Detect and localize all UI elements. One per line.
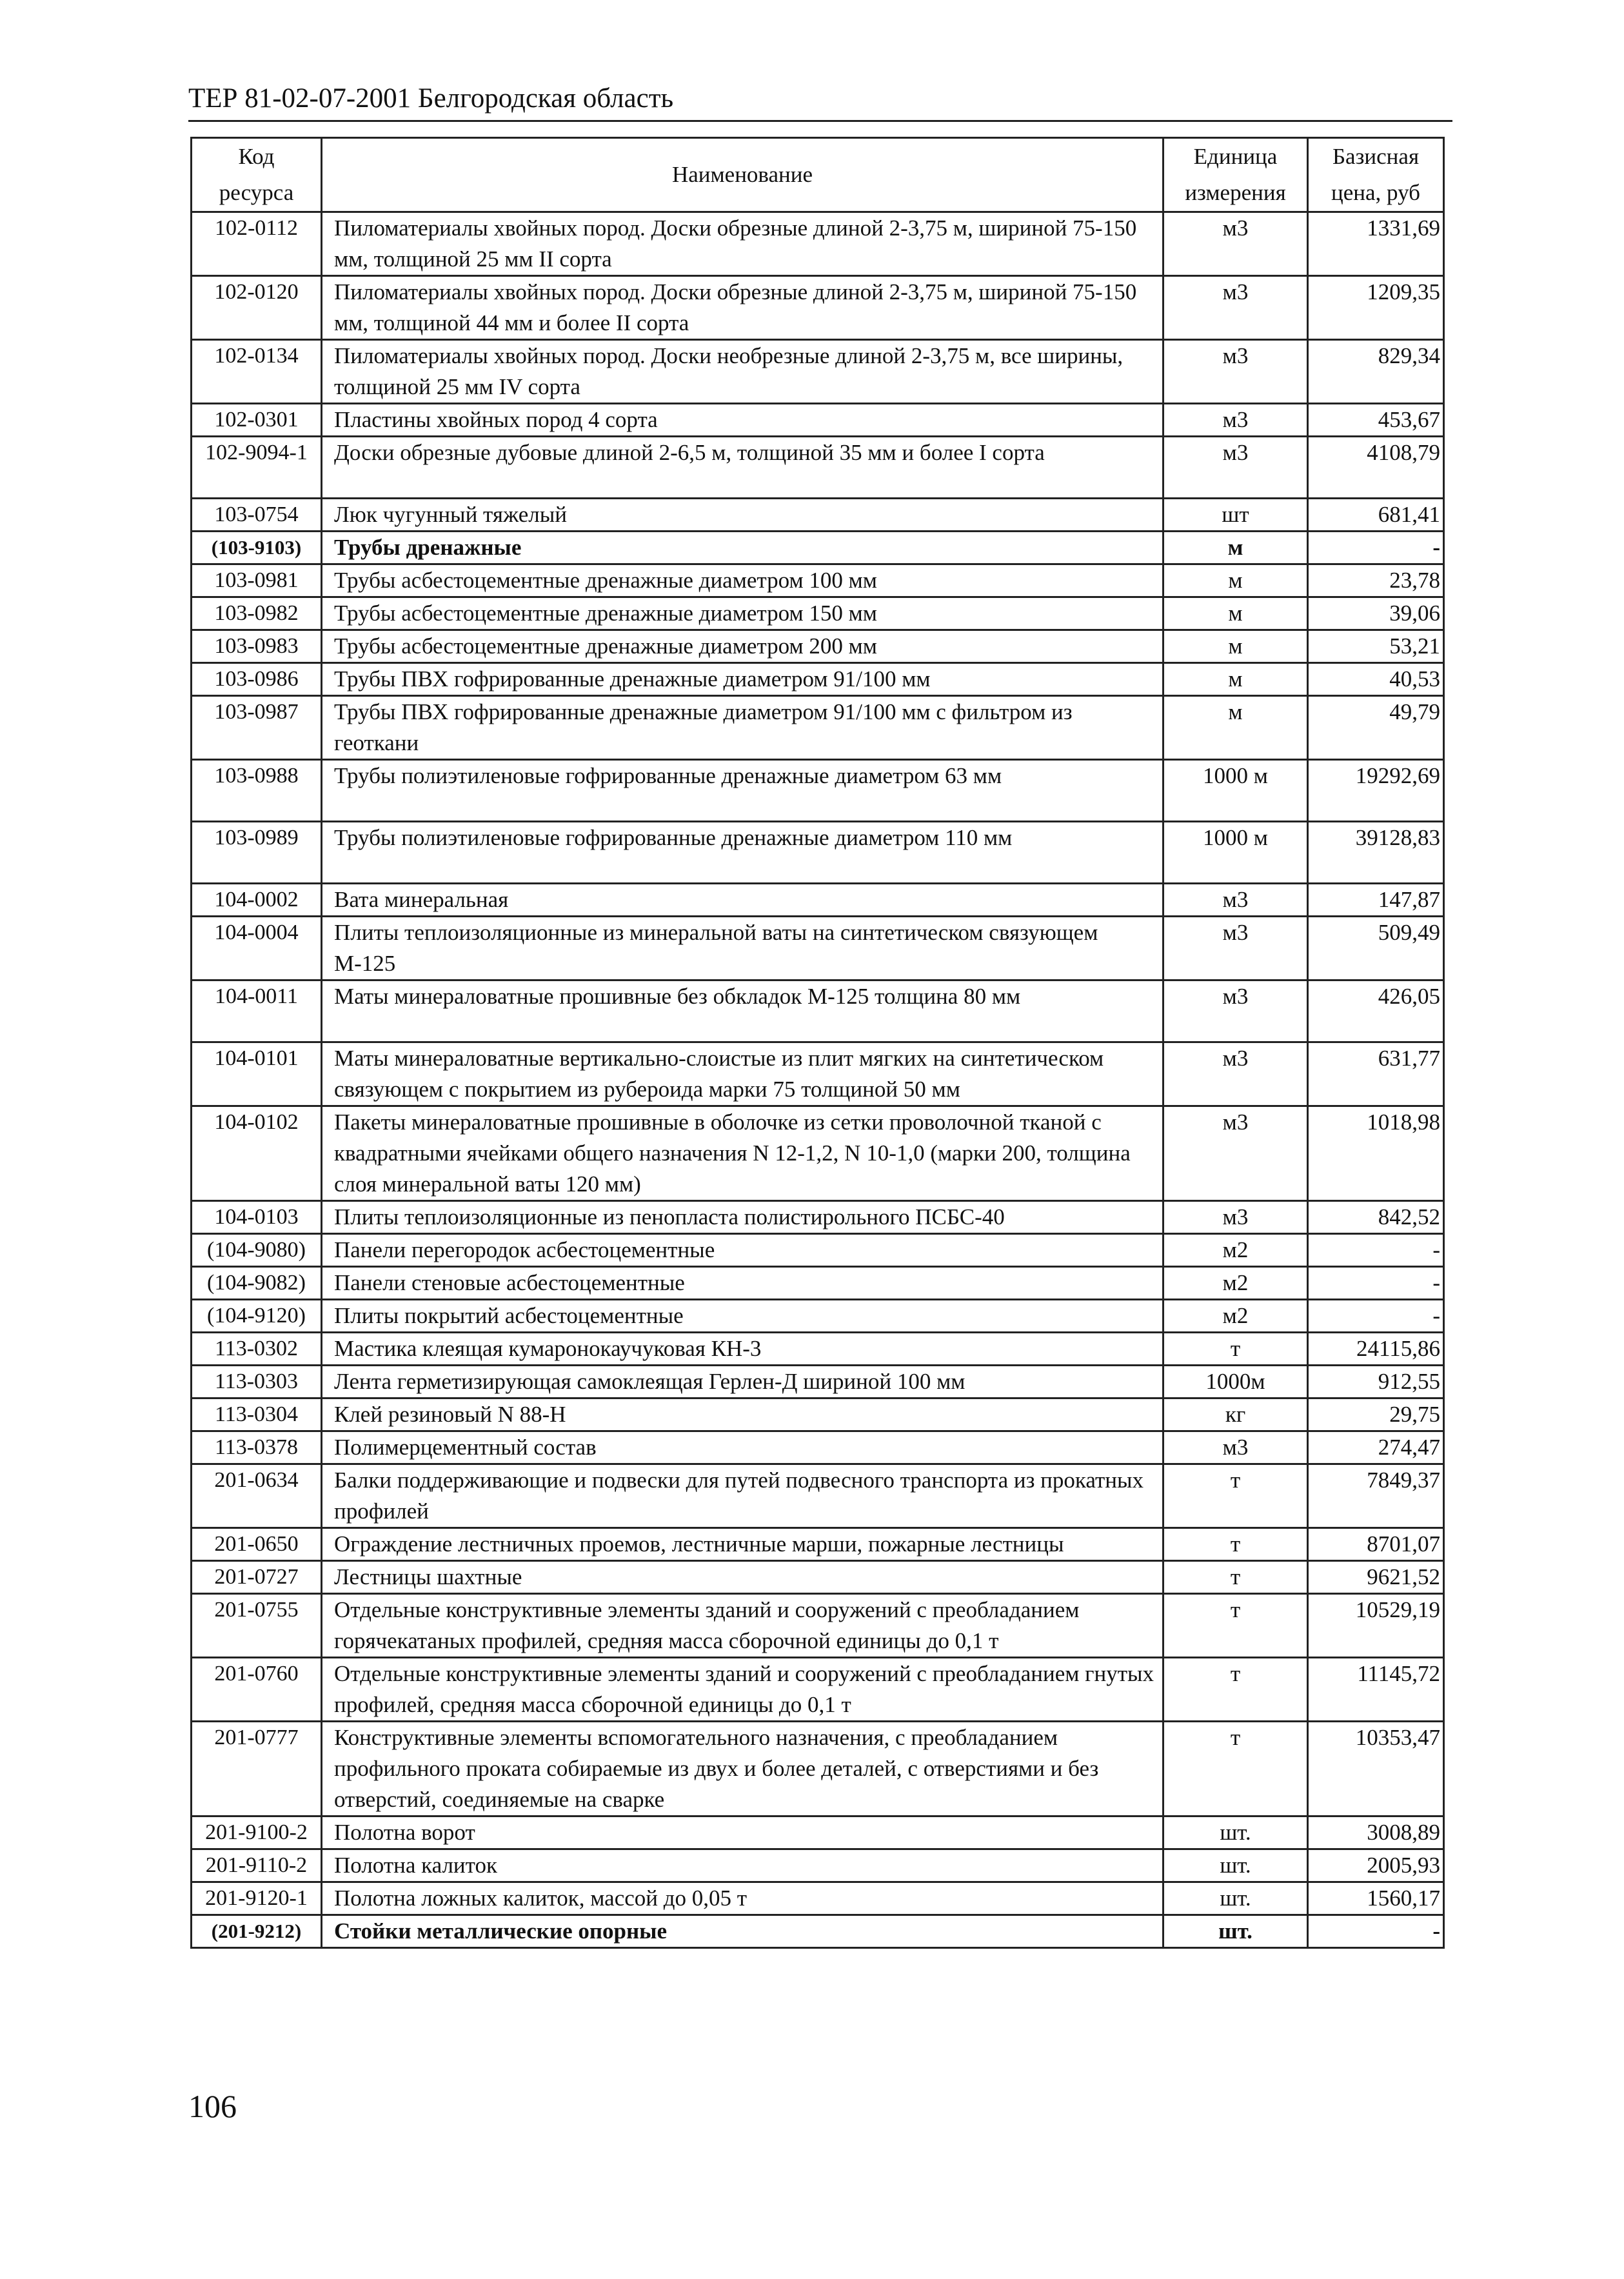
page-header	[188, 83, 1452, 121]
table-row	[192, 276, 1444, 340]
resource-name-cell: Плиты теплоизоляционные из минеральной ваты на синтетическом связующем М-125	[322, 917, 1164, 980]
price-cell: 24115,86	[1308, 1333, 1444, 1366]
resource-name-cell: Ограждение лестничных проемов, лестничные марши, пожарные лестницы	[322, 1528, 1164, 1561]
document-title: ТЕР 81-02-07-2001 Белгородская область	[188, 83, 674, 114]
table-row	[192, 1561, 1444, 1594]
resource-price-table	[190, 137, 1445, 1949]
price-cell: 39128,83	[1308, 822, 1444, 884]
resource-name-cell: Панели перегородок асбестоцементные	[322, 1234, 1164, 1267]
table-row	[192, 696, 1444, 760]
table-row	[192, 212, 1444, 276]
resource-code-cell: 103-0989	[192, 822, 322, 884]
unit-cell: м3	[1164, 404, 1308, 437]
resource-code-cell: 201-0755	[192, 1594, 322, 1658]
unit-cell: м3	[1164, 884, 1308, 917]
price-cell: 631,77	[1308, 1042, 1444, 1106]
resource-name-cell: Доски обрезные дубовые длиной 2-6,5 м, толщиной 35 мм и более I сорта	[322, 437, 1164, 499]
unit-cell: кг	[1164, 1398, 1308, 1431]
unit-cell: м	[1164, 663, 1308, 696]
unit-cell: м3	[1164, 1201, 1308, 1234]
price-cell: 1209,35	[1308, 276, 1444, 340]
price-cell: 7849,37	[1308, 1464, 1444, 1528]
table-row	[192, 1042, 1444, 1106]
price-cell: 29,75	[1308, 1398, 1444, 1431]
unit-cell: т	[1164, 1528, 1308, 1561]
resource-name-cell: Клей резиновый N 88-Н	[322, 1398, 1164, 1431]
col-header-code-line2: ресурса	[219, 180, 294, 205]
price-cell: 509,49	[1308, 917, 1444, 980]
unit-cell: м	[1164, 630, 1308, 663]
resource-name-cell: Трубы ПВХ гофрированные дренажные диаметром 91/100 мм с фильтром из геоткани	[322, 696, 1164, 760]
unit-cell: шт.	[1164, 1915, 1308, 1948]
price-cell: 1560,17	[1308, 1882, 1444, 1915]
col-header-code-line1: Код	[238, 144, 275, 169]
resource-name-cell: Лента герметизирующая самоклеящая Герлен-Д шириной 100 мм	[322, 1366, 1164, 1398]
resource-name-cell: Лестницы шахтные	[322, 1561, 1164, 1594]
resource-code-cell: 103-0981	[192, 564, 322, 597]
resource-name-cell: Полотна калиток	[322, 1849, 1164, 1882]
resource-name-cell: Трубы асбестоцементные дренажные диаметром 100 мм	[322, 564, 1164, 597]
resource-name-cell: Пакеты минераловатные прошивные в оболочке из сетки проволочной тканой с квадратными ячейками общего назначения N 12-1,2, N 10-1,0 (марки 200, толщина слоя минеральной ваты 120 мм)	[322, 1106, 1164, 1201]
resource-name-cell: Трубы полиэтиленовые гофрированные дренажные диаметром 63 мм	[322, 760, 1164, 822]
table-row	[192, 499, 1444, 532]
table-row	[192, 1464, 1444, 1528]
resource-code-cell: 103-0986	[192, 663, 322, 696]
resource-code-cell: 104-0102	[192, 1106, 322, 1201]
resource-code-cell: 103-0982	[192, 597, 322, 630]
unit-cell: м3	[1164, 276, 1308, 340]
price-cell: 2005,93	[1308, 1849, 1444, 1882]
table-row	[192, 1528, 1444, 1561]
unit-cell: м2	[1164, 1234, 1308, 1267]
resource-code-cell: 201-0760	[192, 1658, 322, 1722]
resource-name-cell: Пиломатериалы хвойных пород. Доски обрезные длиной 2-3,75 м, шириной 75-150 мм, толщиной 25 мм II сорта	[322, 212, 1164, 276]
table-row	[192, 1201, 1444, 1234]
unit-cell: м3	[1164, 437, 1308, 499]
resource-name-cell: Балки поддерживающие и подвески для путей подвесного транспорта из прокатных профилей	[322, 1464, 1164, 1528]
resource-code-cell: 104-0002	[192, 884, 322, 917]
price-cell: -	[1308, 1915, 1444, 1948]
resource-code-cell: 113-0304	[192, 1398, 322, 1431]
price-cell: 9621,52	[1308, 1561, 1444, 1594]
resource-name-cell: Трубы дренажные	[322, 532, 1164, 564]
table-row	[192, 1658, 1444, 1722]
price-cell: -	[1308, 1300, 1444, 1333]
price-cell: 912,55	[1308, 1366, 1444, 1398]
price-cell: 274,47	[1308, 1431, 1444, 1464]
table-row	[192, 1431, 1444, 1464]
col-header-price	[1308, 138, 1444, 212]
table-row	[192, 1816, 1444, 1849]
unit-cell: т	[1164, 1464, 1308, 1528]
resource-code-cell: 102-0134	[192, 340, 322, 404]
resource-name-cell: Отдельные конструктивные элементы зданий и сооружений с преобладанием горячекатаных профилей, средняя масса сборочной единицы до 0,1 т	[322, 1594, 1164, 1658]
resource-code-cell: (103-9103)	[192, 532, 322, 564]
unit-cell: т	[1164, 1658, 1308, 1722]
resource-name-cell: Трубы полиэтиленовые гофрированные дренажные диаметром 110 мм	[322, 822, 1164, 884]
resource-code-cell: 102-0112	[192, 212, 322, 276]
table-row	[192, 564, 1444, 597]
unit-cell: м3	[1164, 1431, 1308, 1464]
price-cell: 426,05	[1308, 980, 1444, 1042]
price-cell: 1018,98	[1308, 1106, 1444, 1201]
table-row	[192, 532, 1444, 564]
table-row	[192, 663, 1444, 696]
table-row	[192, 1882, 1444, 1915]
unit-cell: т	[1164, 1333, 1308, 1366]
resource-name-cell: Полотна ложных калиток, массой до 0,05 т	[322, 1882, 1164, 1915]
table-row	[192, 404, 1444, 437]
col-header-price-line1: Базисная	[1332, 144, 1420, 169]
price-cell: 53,21	[1308, 630, 1444, 663]
unit-cell: м3	[1164, 212, 1308, 276]
resource-code-cell: (104-9120)	[192, 1300, 322, 1333]
table-row	[192, 822, 1444, 884]
price-cell: -	[1308, 1234, 1444, 1267]
resource-code-cell: 103-0987	[192, 696, 322, 760]
price-cell: 10353,47	[1308, 1722, 1444, 1816]
resource-code-cell: 201-0634	[192, 1464, 322, 1528]
resource-name-cell: Вата минеральная	[322, 884, 1164, 917]
price-cell: 3008,89	[1308, 1816, 1444, 1849]
price-cell: 40,53	[1308, 663, 1444, 696]
resource-code-cell: 201-0727	[192, 1561, 322, 1594]
unit-cell: м3	[1164, 980, 1308, 1042]
resource-name-cell: Панели стеновые асбестоцементные	[322, 1267, 1164, 1300]
resource-name-cell: Стойки металлические опорные	[322, 1915, 1164, 1948]
table-row	[192, 630, 1444, 663]
price-cell: 10529,19	[1308, 1594, 1444, 1658]
price-cell: 49,79	[1308, 696, 1444, 760]
resource-code-cell: 201-0777	[192, 1722, 322, 1816]
resource-code-cell: 201-9100-2	[192, 1816, 322, 1849]
unit-cell: 1000 м	[1164, 760, 1308, 822]
table-row	[192, 884, 1444, 917]
table-header-row	[192, 138, 1444, 212]
resource-name-cell: Полотна ворот	[322, 1816, 1164, 1849]
resource-code-cell: (201-9212)	[192, 1915, 322, 1948]
col-header-price-line2: цена, руб	[1331, 180, 1420, 205]
unit-cell: т	[1164, 1722, 1308, 1816]
unit-cell: шт.	[1164, 1849, 1308, 1882]
col-header-code	[192, 138, 322, 212]
unit-cell: шт.	[1164, 1816, 1308, 1849]
unit-cell: шт.	[1164, 1882, 1308, 1915]
price-cell: 4108,79	[1308, 437, 1444, 499]
price-cell: 39,06	[1308, 597, 1444, 630]
table-row	[192, 980, 1444, 1042]
table-row	[192, 597, 1444, 630]
table-row	[192, 1106, 1444, 1201]
resource-code-cell: 104-0004	[192, 917, 322, 980]
resource-name-cell: Трубы асбестоцементные дренажные диаметром 150 мм	[322, 597, 1164, 630]
price-cell: -	[1308, 1267, 1444, 1300]
resource-code-cell: 104-0011	[192, 980, 322, 1042]
resource-code-cell: 113-0303	[192, 1366, 322, 1398]
resource-name-cell: Плиты покрытий асбестоцементные	[322, 1300, 1164, 1333]
unit-cell: м3	[1164, 1042, 1308, 1106]
resource-name-cell: Люк чугунный тяжелый	[322, 499, 1164, 532]
unit-cell: м2	[1164, 1267, 1308, 1300]
resource-code-cell: 113-0378	[192, 1431, 322, 1464]
table-row	[192, 1915, 1444, 1948]
resource-code-cell: 102-9094-1	[192, 437, 322, 499]
unit-cell: м	[1164, 597, 1308, 630]
price-cell: 453,67	[1308, 404, 1444, 437]
price-cell: 842,52	[1308, 1201, 1444, 1234]
header-rule	[188, 120, 1452, 122]
table-row	[192, 1234, 1444, 1267]
resource-code-cell: 104-0103	[192, 1201, 322, 1234]
unit-cell: м2	[1164, 1300, 1308, 1333]
table-row	[192, 1300, 1444, 1333]
resource-name-cell: Пиломатериалы хвойных пород. Доски необрезные длиной 2-3,75 м, все ширины, толщиной 25 мм IV сорта	[322, 340, 1164, 404]
table-row	[192, 760, 1444, 822]
table-row	[192, 1722, 1444, 1816]
resource-name-cell: Пиломатериалы хвойных пород. Доски обрезные длиной 2-3,75 м, шириной 75-150 мм, толщиной 44 мм и более II сорта	[322, 276, 1164, 340]
resource-name-cell: Трубы асбестоцементные дренажные диаметром 200 мм	[322, 630, 1164, 663]
unit-cell: м	[1164, 564, 1308, 597]
resource-name-cell: Трубы ПВХ гофрированные дренажные диаметром 91/100 мм	[322, 663, 1164, 696]
col-header-unit-line1: Единица	[1193, 144, 1278, 169]
col-header-unit	[1164, 138, 1308, 212]
resource-code-cell: 102-0120	[192, 276, 322, 340]
unit-cell: т	[1164, 1594, 1308, 1658]
table-body	[192, 212, 1444, 1948]
unit-cell: м	[1164, 696, 1308, 760]
resource-code-cell: 103-0754	[192, 499, 322, 532]
resource-name-cell: Полимерцементный состав	[322, 1431, 1164, 1464]
resource-name-cell: Отдельные конструктивные элементы зданий и сооружений с преобладанием гнутых профилей, средняя масса сборочной единицы до 0,1 т	[322, 1658, 1164, 1722]
unit-cell: м3	[1164, 917, 1308, 980]
table-row	[192, 1366, 1444, 1398]
table-row	[192, 917, 1444, 980]
price-cell: -	[1308, 532, 1444, 564]
table-row	[192, 437, 1444, 499]
resource-code-cell: 102-0301	[192, 404, 322, 437]
table-row	[192, 1398, 1444, 1431]
price-cell: 147,87	[1308, 884, 1444, 917]
table-row	[192, 1849, 1444, 1882]
unit-cell: м	[1164, 532, 1308, 564]
resource-code-cell: 201-9110-2	[192, 1849, 322, 1882]
price-cell: 1331,69	[1308, 212, 1444, 276]
resource-code-cell: 103-0983	[192, 630, 322, 663]
unit-cell: шт	[1164, 499, 1308, 532]
resource-name-cell: Мастика клеящая кумаронокаучуковая КН-3	[322, 1333, 1164, 1366]
table-row	[192, 1594, 1444, 1658]
table-row	[192, 1267, 1444, 1300]
table-row	[192, 1333, 1444, 1366]
resource-code-cell: (104-9080)	[192, 1234, 322, 1267]
price-cell: 11145,72	[1308, 1658, 1444, 1722]
unit-cell: м3	[1164, 1106, 1308, 1201]
resource-name-cell: Конструктивные элементы вспомогательного назначения, с преобладанием профильного проката собираемые из двух и более деталей, с отверстиями и без отверстий, соединяемые на сварке	[322, 1722, 1164, 1816]
col-header-unit-line2: измерения	[1185, 180, 1286, 205]
price-cell: 23,78	[1308, 564, 1444, 597]
resource-name-cell: Маты минераловатные прошивные без обкладок М-125 толщина 80 мм	[322, 980, 1164, 1042]
resource-name-cell: Маты минераловатные вертикально-слоистые из плит мягких на синтетическом связующем с покрытием из рубероида марки 75 толщиной 50 мм	[322, 1042, 1164, 1106]
resource-name-cell: Плиты теплоизоляционные из пенопласта полистирольного ПСБС-40	[322, 1201, 1164, 1234]
resource-code-cell: 201-9120-1	[192, 1882, 322, 1915]
resource-name-cell: Пластины хвойных пород 4 сорта	[322, 404, 1164, 437]
price-cell: 681,41	[1308, 499, 1444, 532]
page-number: 106	[188, 2088, 237, 2124]
unit-cell: т	[1164, 1561, 1308, 1594]
resource-code-cell: (104-9082)	[192, 1267, 322, 1300]
unit-cell: 1000м	[1164, 1366, 1308, 1398]
resource-code-cell: 113-0302	[192, 1333, 322, 1366]
unit-cell: 1000 м	[1164, 822, 1308, 884]
price-cell: 8701,07	[1308, 1528, 1444, 1561]
resource-code-cell: 103-0988	[192, 760, 322, 822]
resource-code-cell: 201-0650	[192, 1528, 322, 1561]
table-row	[192, 340, 1444, 404]
unit-cell: м3	[1164, 340, 1308, 404]
resource-code-cell: 104-0101	[192, 1042, 322, 1106]
price-cell: 829,34	[1308, 340, 1444, 404]
price-cell: 19292,69	[1308, 760, 1444, 822]
col-header-name: Наименование	[322, 138, 1164, 212]
